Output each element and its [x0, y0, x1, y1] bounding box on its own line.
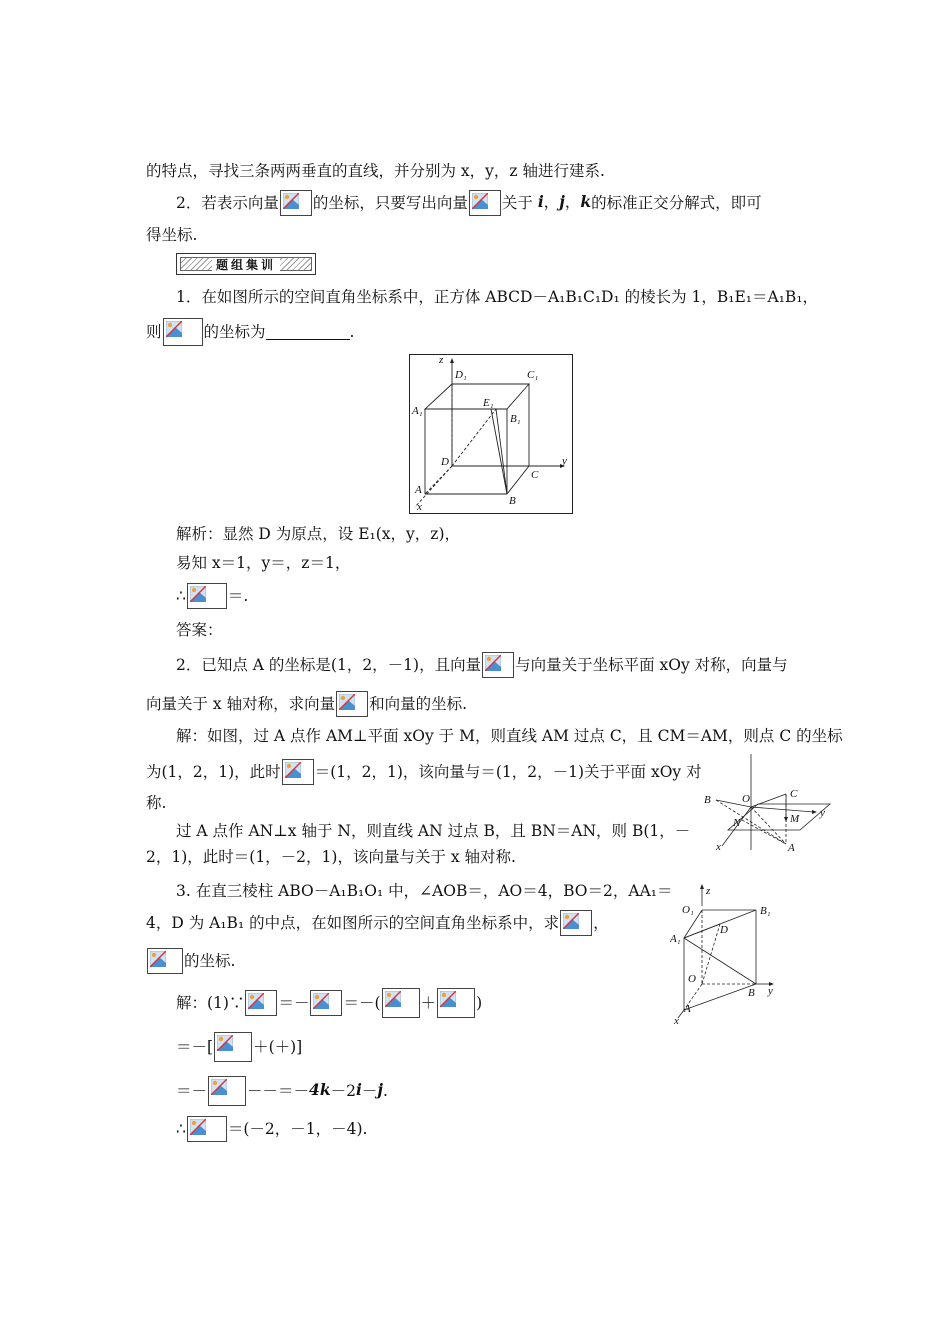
fig3-label-z: z — [706, 885, 711, 897]
fig2-label-N: N — [733, 817, 741, 829]
p3-question-line-3: 的坐标. — [146, 948, 235, 974]
p3-solution-line-1: 解：(1)∵ ＝－ ＝－( ＋ ) — [176, 988, 482, 1018]
image-placeholder-icon — [437, 988, 475, 1018]
p1-solution-line-3: ∴ ＝. — [176, 583, 248, 609]
cube-figure — [409, 354, 573, 514]
image-placeholder-icon — [163, 318, 203, 346]
p3-question-line-2: 4，D 为 A₁B₁ 的中点，在如图所示的空间直角坐标系中，求 ， — [146, 910, 609, 936]
label-z: z — [439, 354, 444, 366]
fig2-label-M: M — [790, 813, 800, 825]
image-placeholder-icon — [187, 583, 227, 609]
label-B1: B₁ — [510, 413, 521, 425]
image-placeholder-icon — [208, 1076, 246, 1106]
p1-question-line-1: 1．在如图所示的空间直角坐标系中，正方体 ABCD－A₁B₁C₁D₁ 的棱长为 1，B₁E₁＝A₁B₁， — [176, 288, 819, 306]
intro-line-3: 得坐标. — [146, 226, 198, 244]
p1-answer: 答案： — [176, 621, 223, 639]
label-C: C — [531, 469, 539, 481]
section-banner: 题组集训 — [176, 253, 316, 275]
fig2-label-B: B — [704, 794, 711, 806]
fig3-label-B1: B₁ — [760, 905, 771, 917]
label-A: A — [415, 484, 422, 496]
fig2-label-O: O — [742, 793, 750, 805]
label-D: D — [441, 456, 449, 468]
label-B: B — [509, 495, 516, 507]
fig2-label-x: x — [716, 841, 721, 852]
intro-line-2: 2．若表示向量 的坐标，只要写出向量 关于 i，j，k的标准正交分解式，即可 — [176, 190, 762, 216]
p2-solution-line-5: 2，1)，此时＝(1，－2，1)，该向量与关于 x 轴对称. — [146, 848, 516, 866]
p3-solution-line-4: ∴ ＝(－2，－1，－4). — [176, 1116, 367, 1142]
p2-question-line-1: 2．已知点 A 的坐标是(1，2，－1)，且向量 与向量关于坐标平面 xOy 对称，向量与 — [176, 652, 788, 678]
p3-solution-line-2: ＝－[ ＋(＋)] — [176, 1032, 302, 1062]
p1-solution-line-2: 易知 x＝1，y＝，z＝1， — [176, 554, 351, 572]
p2-solution-line-4: 过 A 点作 AN⊥x 轴于 N，则直线 AN 过点 B，且 BN＝AN，则 B(1，－ — [176, 822, 691, 840]
answer-blank — [266, 325, 350, 340]
image-placeholder-icon — [147, 948, 183, 974]
image-placeholder-icon — [310, 990, 342, 1016]
image-placeholder-icon — [214, 1032, 252, 1062]
fig2-label-C: C — [790, 788, 798, 800]
p1-question-line-2: 则 的坐标为 . — [146, 318, 354, 346]
image-placeholder-icon — [469, 190, 501, 216]
fig3-label-A: A — [684, 1003, 691, 1015]
fig3-label-A1: A₁ — [670, 933, 681, 945]
fig3-label-y: y — [768, 985, 773, 997]
p2-solution-line-3: 称. — [146, 794, 167, 812]
image-placeholder-icon — [187, 1116, 227, 1142]
fig3-label-B: B — [748, 987, 755, 999]
label-A1: A₁ — [412, 405, 423, 417]
prism-figure — [670, 884, 782, 1024]
fig2-label-y: y — [820, 807, 825, 819]
label-x: x — [417, 501, 422, 513]
intro-line-1: 的特点，寻找三条两两垂直的直线，并分别为 x，y，z 轴进行建系. — [146, 162, 605, 180]
label-C1: C₁ — [527, 369, 539, 381]
fig3-label-x: x — [674, 1015, 679, 1024]
fig3-label-O1: O₁ — [682, 904, 694, 916]
p2-solution-line-1: 解：如图，过 A 点作 AM⊥平面 xOy 于 M，则直线 AM 过点 C，且 CM＝AM，则点 C 的坐标 — [176, 727, 843, 745]
p3-question-line-1: 3. 在直三棱柱 ABO－A₁B₁O₁ 中，∠AOB＝，AO＝4，BO＝2，AA₁＝ — [176, 882, 673, 900]
p2-question-line-2: 向量关于 x 轴对称，求向量 和向量的坐标. — [146, 691, 467, 717]
image-placeholder-icon — [482, 652, 514, 678]
image-placeholder-icon — [382, 988, 420, 1018]
label-D1: D₁ — [455, 369, 467, 381]
image-placeholder-icon — [282, 759, 314, 785]
fig3-label-D: D — [720, 924, 728, 936]
image-placeholder-icon — [336, 691, 368, 717]
fig2-label-A: A — [788, 842, 795, 852]
symmetry-figure — [702, 752, 834, 852]
p2-solution-line-2: 为(1，2，1)，此时 ＝(1，2，1)，该向量与＝(1，2，－1)关于平面 xOy 对 — [146, 759, 702, 785]
fig3-label-O: O — [688, 973, 696, 985]
label-y: y — [562, 455, 567, 467]
p3-solution-line-3: ＝－ －－＝－4k－2i－j. — [176, 1076, 388, 1106]
image-placeholder-icon — [280, 190, 312, 216]
label-E1: E₁ — [483, 397, 494, 409]
image-placeholder-icon — [245, 990, 277, 1016]
image-placeholder-icon — [560, 910, 592, 936]
p1-solution-line-1: 解析：显然 D 为原点，设 E₁(x，y，z)， — [176, 525, 460, 543]
